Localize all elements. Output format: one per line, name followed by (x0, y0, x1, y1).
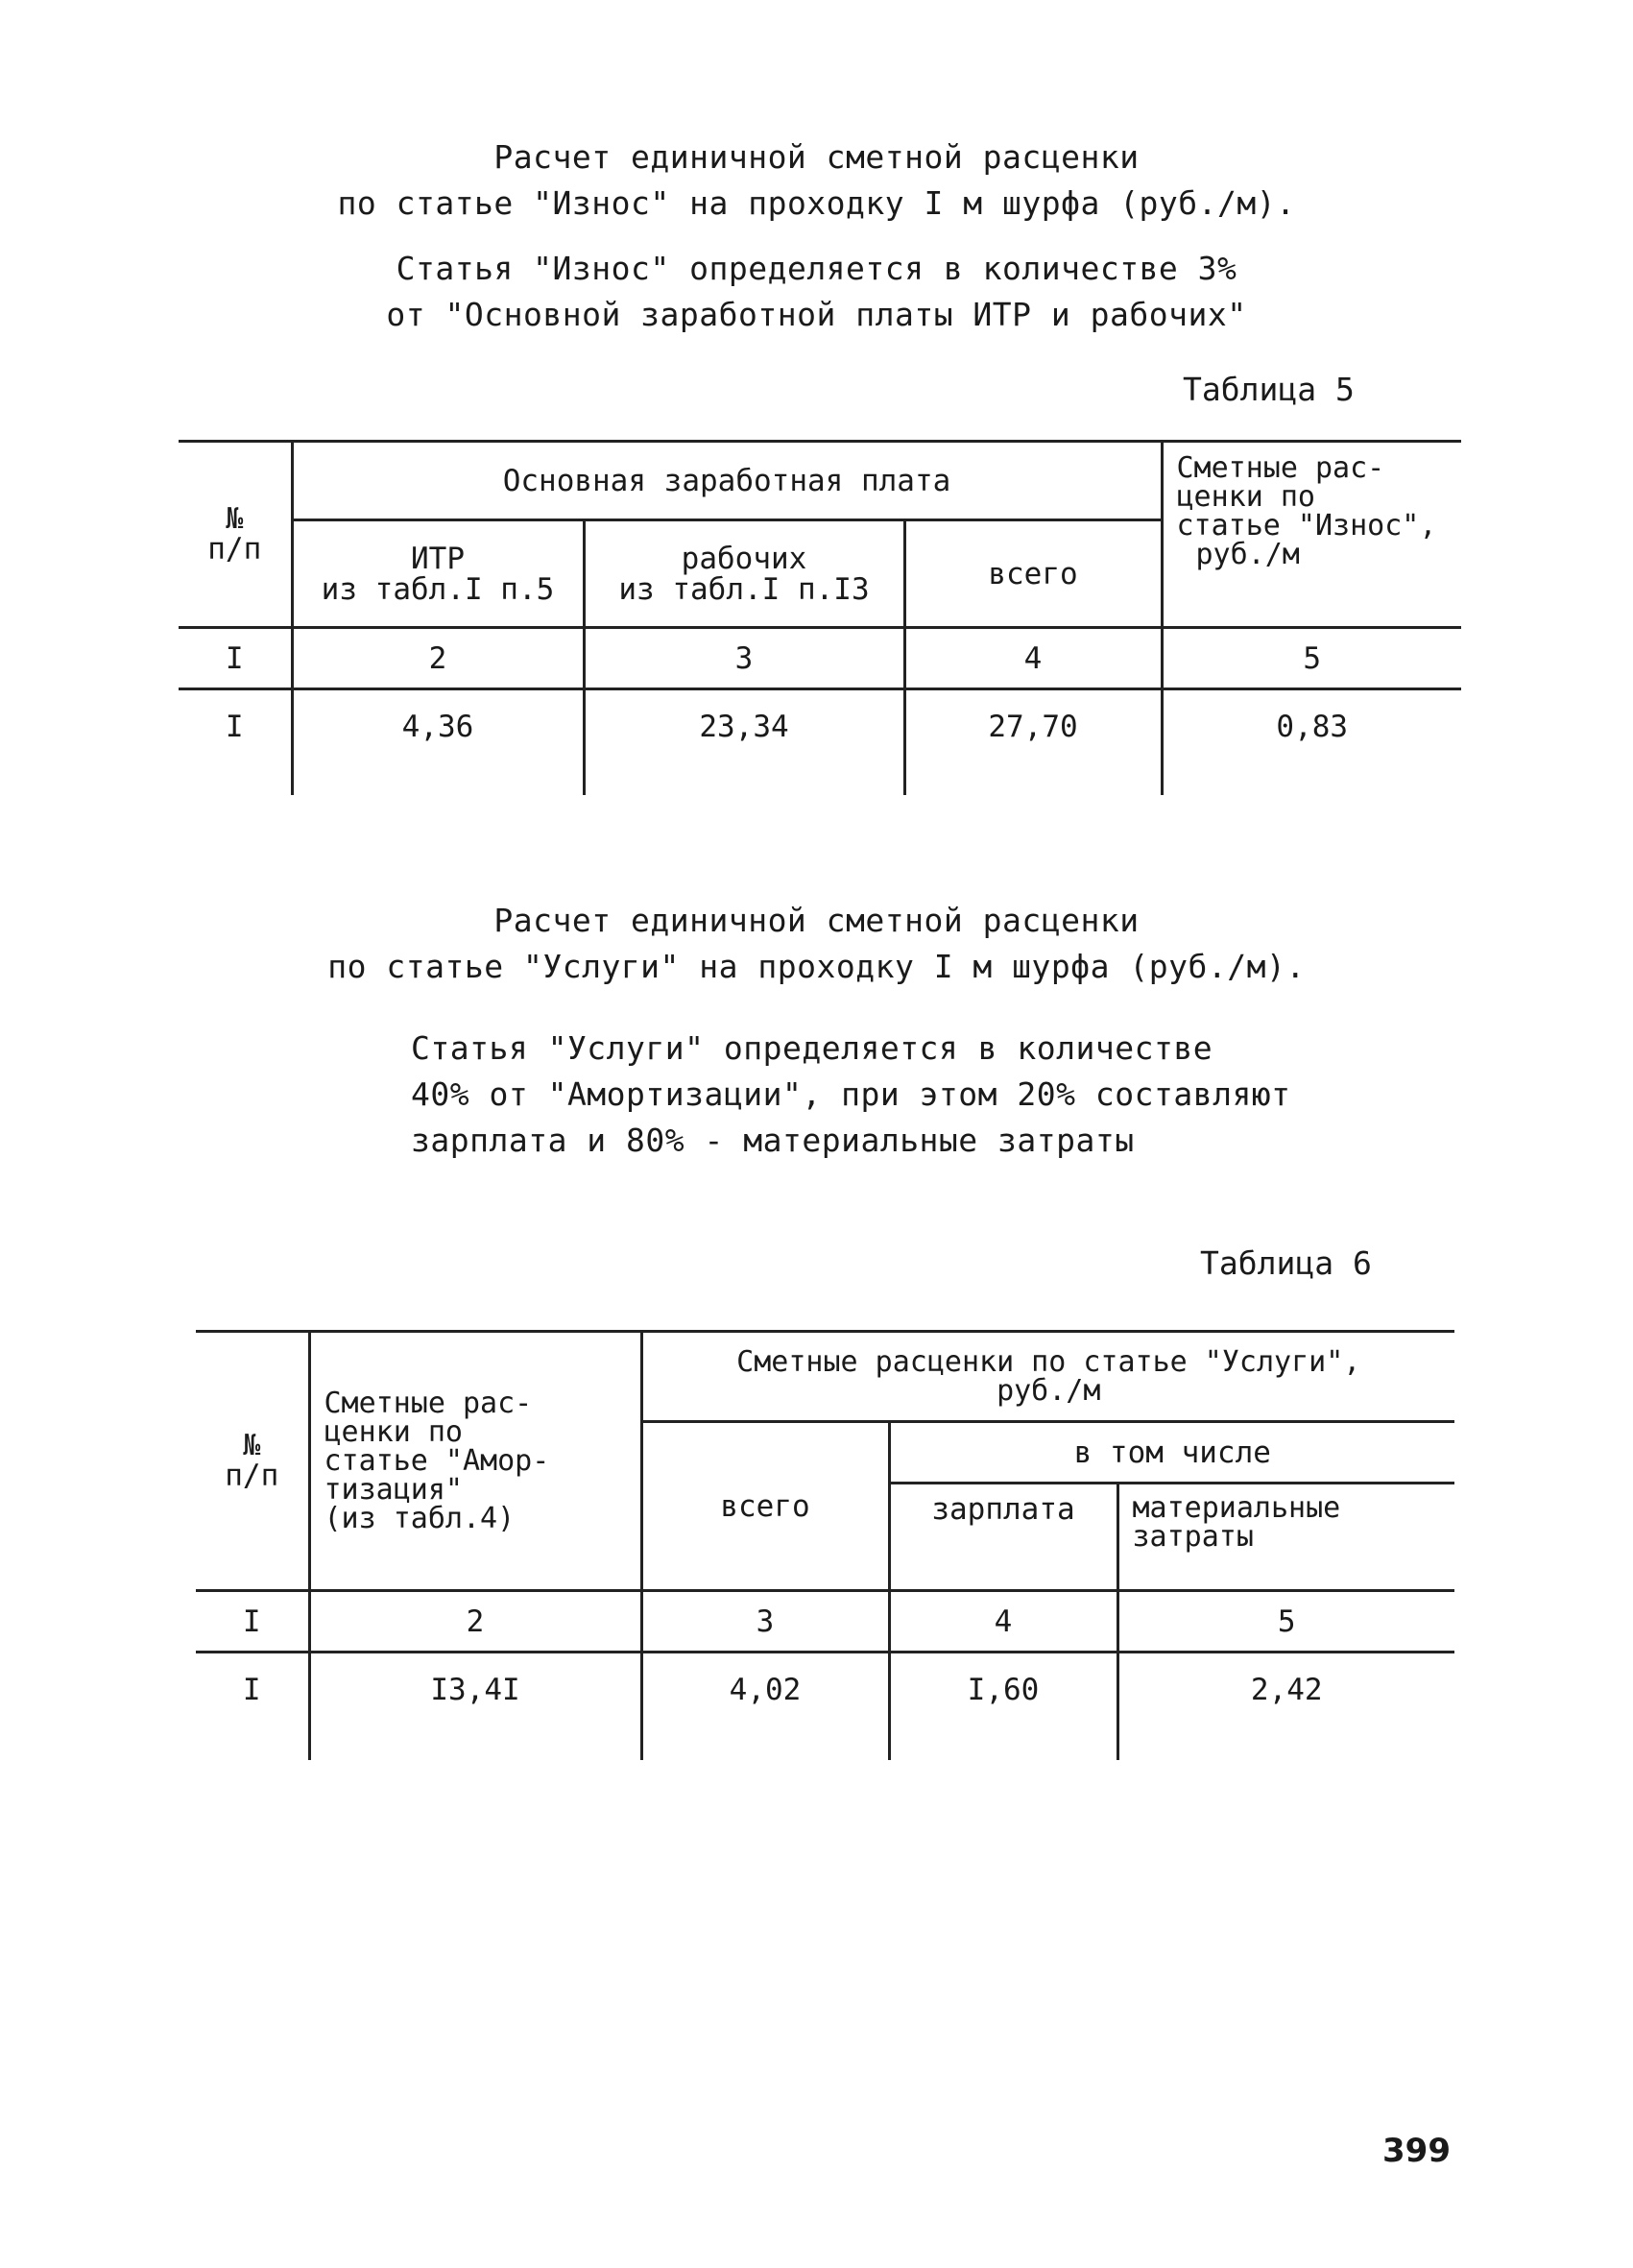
t6-group-l1: Сметные расценки по статье "Услуги", (736, 1344, 1361, 1379)
section2-note-line1: Статья "Услуги" определяется в количестве (411, 1029, 1213, 1067)
t5-num-label: п/п (207, 531, 262, 567)
section2-title (0, 898, 1633, 990)
t5-itr-l1: ИТР (411, 541, 465, 576)
t5-header-total: всего (904, 520, 1162, 628)
t5-row-num: I (225, 710, 244, 744)
t5-rate-l3: статье "Износ", (1176, 509, 1437, 543)
t6-row-total: 4,02 (641, 1653, 889, 1760)
t5-num-sign: № (226, 501, 244, 536)
t5-rate-l2: ценки по (1176, 480, 1315, 514)
t6-row-material: 2,42 (1117, 1653, 1454, 1760)
t6-header-incl: в том числе (889, 1422, 1454, 1484)
t5-header-itr (292, 520, 584, 628)
section1-title-line1: Расчет единичной сметной расценки (493, 138, 1140, 176)
t6-row-num: I (242, 1673, 261, 1707)
t5-header-workers (584, 520, 904, 628)
t6-amort-l2: ценки по (324, 1414, 463, 1449)
table5-caption: Таблица 5 (1183, 371, 1355, 408)
t6-amort-l1: Сметные рас- (324, 1386, 533, 1420)
t5-header-rate (1162, 442, 1461, 628)
t6-group-l2: руб./м (997, 1373, 1101, 1408)
section2-title-line1: Расчет единичной сметной расценки (493, 902, 1140, 939)
t6-header-material (1117, 1484, 1454, 1591)
t6-mat-l1: материальные (1132, 1491, 1341, 1525)
section2-title-line2: по статье "Услуги" на проходку I м шурфа (руб./м). (327, 948, 1306, 985)
t6-header-amort (309, 1332, 641, 1591)
t6-num-label: п/п (225, 1458, 279, 1493)
t6-header-salary: зарплата (889, 1484, 1117, 1591)
t5-colnum-2: 2 (292, 628, 584, 689)
t6-row-salary: I,60 (889, 1653, 1117, 1760)
t6-colnum-3: 3 (641, 1591, 889, 1653)
t5-rate-l4: руб./м (1195, 538, 1300, 571)
t5-colnum-3: 3 (584, 628, 904, 689)
t5-row-workers: 23,34 (584, 689, 904, 795)
table5 (179, 440, 1461, 795)
t6-colnum-1: I (196, 1591, 309, 1653)
t5-rate-l1: Сметные рас- (1176, 451, 1385, 485)
t5-row-itr: 4,36 (292, 689, 584, 795)
table6 (196, 1330, 1454, 1760)
t5-itr-l2: из табл.I п.5 (321, 571, 555, 607)
t6-header-num (196, 1332, 309, 1591)
section1-note (0, 246, 1633, 338)
t6-header-total: всего (641, 1422, 889, 1591)
t6-colnum-5: 5 (1117, 1591, 1454, 1653)
section1-note-line1: Статья "Износ" определяется в количестве 3% (396, 250, 1237, 287)
t5-header-num (179, 442, 292, 628)
t6-colnum-2: 2 (309, 1591, 641, 1653)
section1-title-line2: по статье "Износ" на проходку I м шурфа (руб./м). (337, 184, 1296, 222)
section1-title (0, 134, 1633, 227)
t5-work-l1: рабочих (681, 541, 807, 576)
t5-row-rate: 0,83 (1162, 689, 1461, 795)
section2-note (411, 1025, 1291, 1164)
section2-note-line2: 40% от "Амортизации", при этом 20% составляют (411, 1075, 1291, 1113)
t6-num-sign: № (243, 1428, 261, 1462)
t6-amort-l5: (из табл.4) (324, 1501, 516, 1535)
t6-mat-l2: затраты (1132, 1520, 1254, 1554)
t5-header-group: Основная заработная плата (292, 442, 1162, 520)
t5-colnum-5: 5 (1162, 628, 1461, 689)
page-number: 399 (1382, 2132, 1451, 2170)
t5-colnum-4: 4 (904, 628, 1162, 689)
t5-work-l2: из табл.I п.I3 (618, 571, 870, 607)
section1-note-line2: от "Основной заработной платы ИТР и рабочих" (386, 296, 1247, 333)
t5-colnum-1: I (179, 628, 292, 689)
t6-colnum-4: 4 (889, 1591, 1117, 1653)
t6-row-amort: I3,4I (309, 1653, 641, 1760)
section2-note-line3: зарплата и 80% - материальные затраты (411, 1122, 1135, 1159)
t6-amort-l3: статье "Амор- (324, 1443, 550, 1478)
t6-header-group (641, 1332, 1454, 1422)
table6-caption: Таблица 6 (1200, 1244, 1372, 1282)
t5-row-total: 27,70 (904, 689, 1162, 795)
t6-amort-l4: тизация" (324, 1472, 463, 1507)
